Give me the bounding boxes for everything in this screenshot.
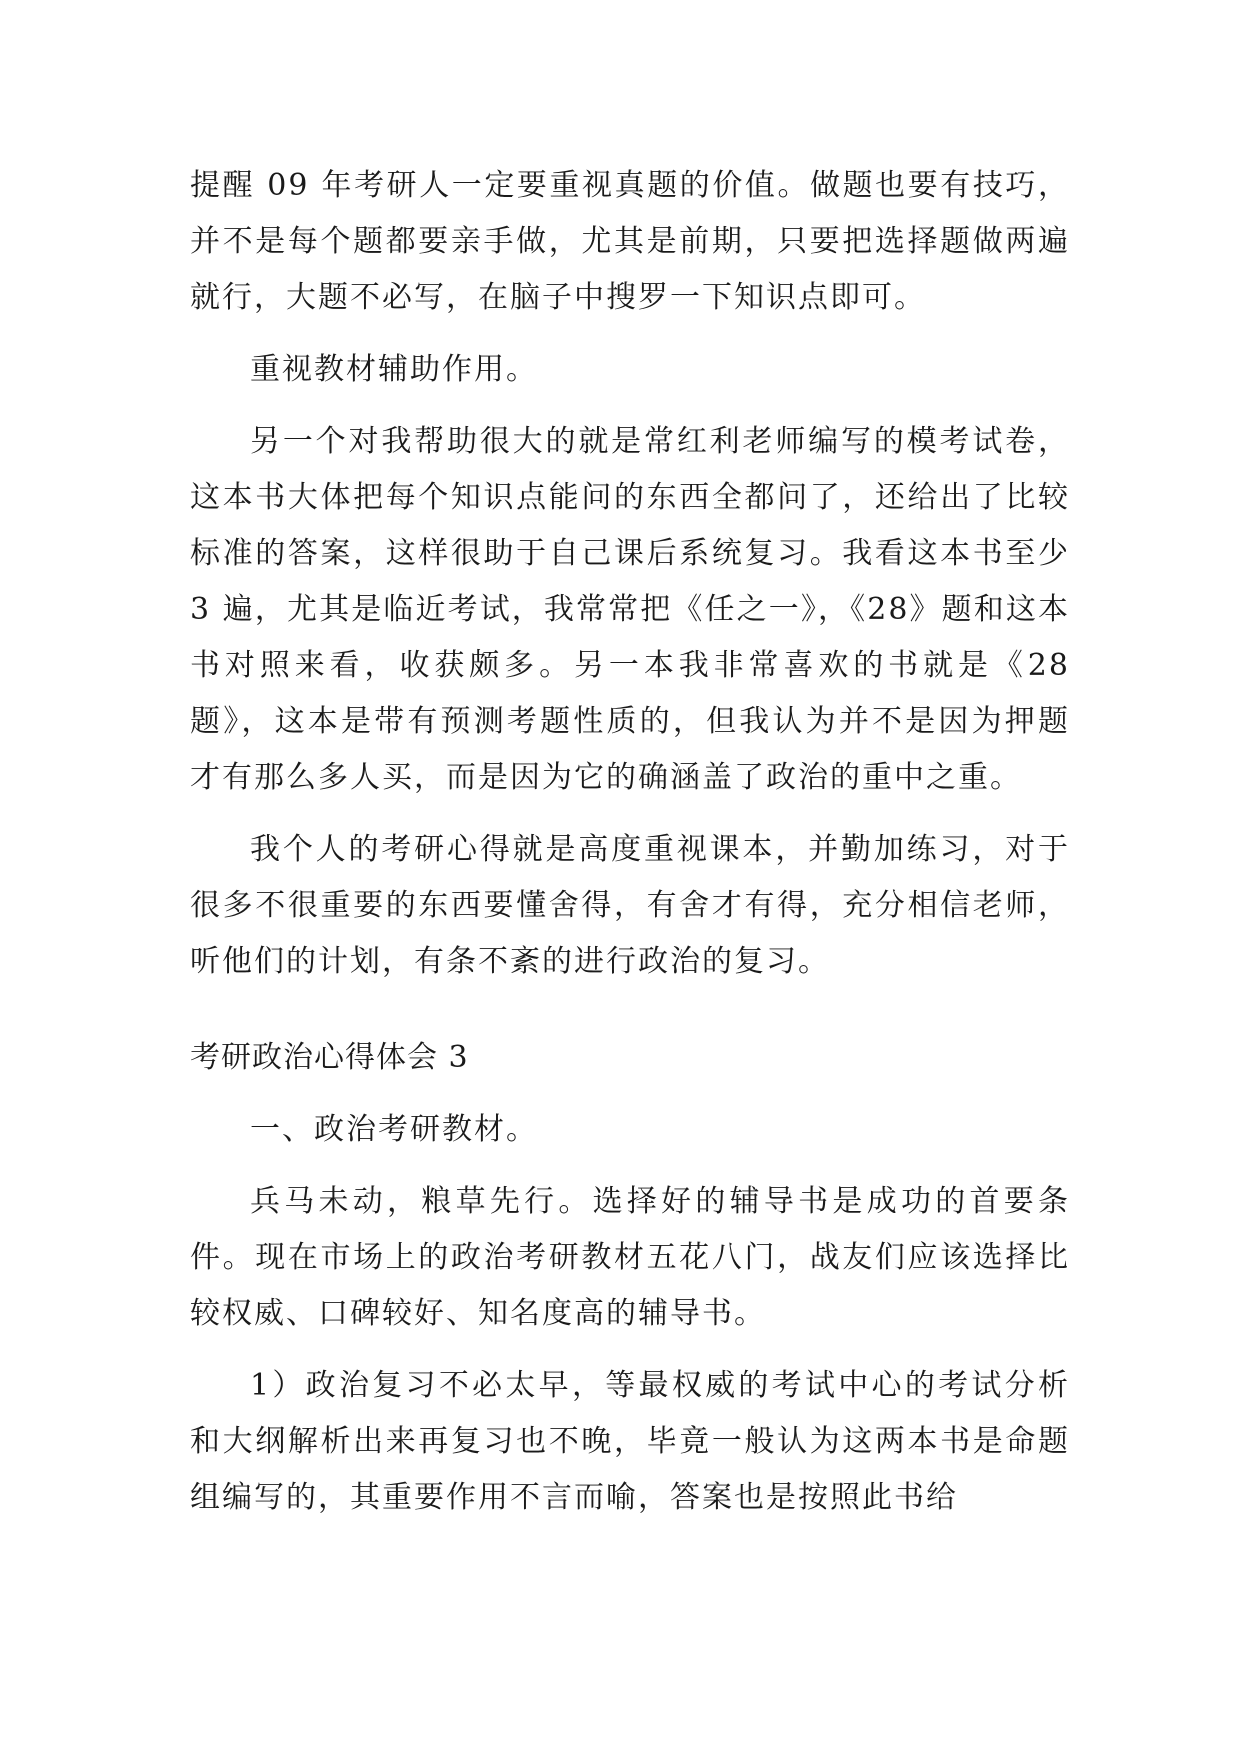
paragraph-choose-books: 兵马未动，粮草先行。选择好的辅导书是成功的首要条件。现在市场上的政治考研教材五花八门，战友们应该选择比较权威、口碑较好、知名度高的辅导书。 <box>190 1184 1070 1331</box>
paragraph-review-timing: 1）政治复习不必太早，等最权威的考试中心的考试分析和大纲解析出来再复习也不晚，毕竟一般认为这两本书是命题组编写的，其重要作用不言而喻，答案也是按照此书给 <box>190 1368 1070 1515</box>
paragraph-materials-heading: 一、政治考研教材。 <box>250 1112 538 1147</box>
paragraph-personal-experience: 我个人的考研心得就是高度重视课本，并勤加练习，对于很多不很重要的东西要懂舍得，有舍才有得，充分相信老师，听他们的计划，有条不紊的进行政治的复习。 <box>190 832 1070 979</box>
paragraph-real-exam-value: 提醒 09 年考研人一定要重视真题的价值。做题也要有技巧，并不是每个题都要亲手做，尤其是前期，只要把选择题做两遍就行，大题不必写，在脑子中搜罗一下知识点即可。 <box>190 168 1070 315</box>
paragraph-textbook-role: 重视教材辅助作用。 <box>250 352 538 387</box>
document-body <box>190 158 1070 1542</box>
section-title: 考研政治心得体会 3 <box>190 1040 469 1075</box>
paragraph-mock-exam-book: 另一个对我帮助很大的就是常红利老师编写的模考试卷，这本书大体把每个知识点能问的东西全都问了，还给出了比较标准的答案，这样很助于自己课后系统复习。我看这本书至少 3 遍，尤其是临近考试，我常常把《任之一》，《28》题和这本书对照来看，收获颇多。另一本我非常喜欢的书就是《28 题》，这本是带有预测考题性质的，但我认为并不是因为押题才有那么多人买，而是因为它的确涵盖了政治的重中之重。 <box>190 424 1070 795</box>
